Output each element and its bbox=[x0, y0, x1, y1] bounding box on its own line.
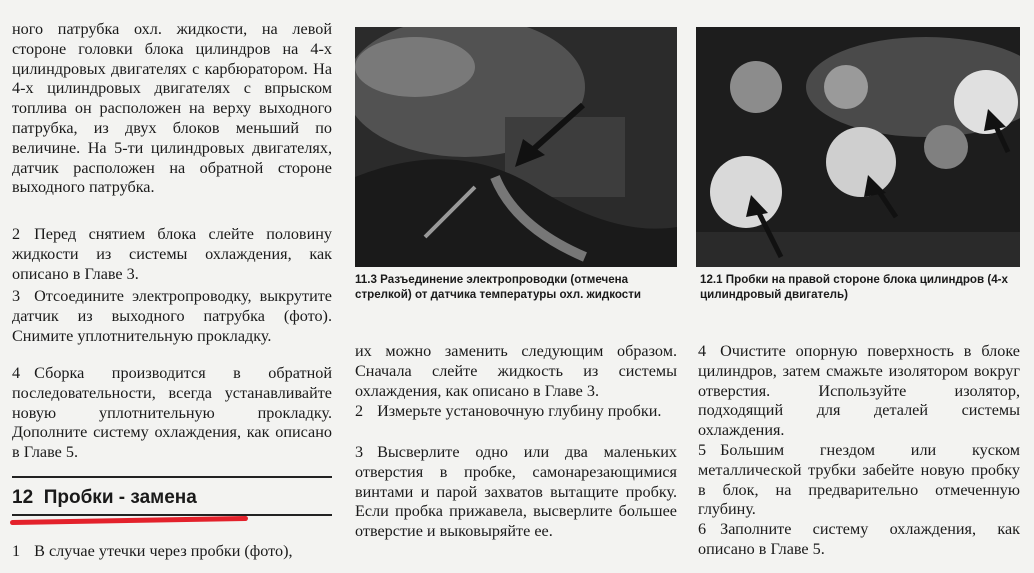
col1-paragraph-continued: ного патрубка охл. жидкости, на левой стороне головки блока цилиндров на 4-х цилиндровых двигателях с карбюратором. На 4-х цилиндровых двигателях с впрыском топлива он расположен на верху выходного патрубка, из двух блоков меньший по величине. На 5-ти цилиндровых двигателях, датчик расположен на обратной стороне выходного патрубка. bbox=[12, 20, 332, 197]
photo-core-plugs bbox=[696, 27, 1020, 267]
section-heading: 12 Пробки - замена bbox=[12, 487, 197, 508]
photo-caption-12-1: 12.1 Пробки на правой стороне блока цилиндров (4-х цилиндровый двигатель) bbox=[700, 273, 1008, 301]
section-rule-bottom bbox=[12, 514, 332, 516]
col3-step-5: 5 Большим гнездом или куском металлической трубки забейте новую пробку в блок, на предварительно отмеченную глубину. bbox=[698, 441, 1020, 519]
photo-illustration bbox=[355, 27, 677, 267]
col2-step-3: 3 Высверлите одно или два маленьких отверстия в пробке, самонарезающимися винтами и парой захватов вытащите пробку. Если пробка прижавела, высверлите большее отверстие и выковыряйте ее. bbox=[355, 443, 677, 541]
col2-step-2: 2 Измерьте установочную глубину пробки. bbox=[355, 402, 662, 420]
photo-illustration-2 bbox=[696, 27, 1020, 267]
col1-step-2: 2 Перед снятием блока слейте половину жидкости из системы охлаждения, как описано в Главе 3. bbox=[12, 225, 332, 283]
photo-temperature-sensor bbox=[355, 27, 677, 267]
section-rule-top bbox=[12, 476, 332, 478]
photo-caption-11-3: 11.3 Разъединение электропроводки (отмечена стрелкой) от датчика температуры охл. жидкости bbox=[355, 273, 642, 301]
red-underline-mark bbox=[10, 516, 248, 525]
col1-step-3: 3 Отсоедините электропроводку, выкрутите датчик из выходного патрубка (фото). Снимите уплотнительную прокладку. bbox=[12, 287, 332, 345]
col1-step-1: 1 В случае утечки через пробки (фото), bbox=[12, 542, 293, 560]
col2-paragraph-continued: их можно заменить следующим образом. Сначала слейте жидкость из системы охлаждения, как описано в Главе 3. bbox=[355, 342, 677, 400]
col3-step-4: 4 Очистите опорную поверхность в блоке цилиндров, затем смажьте изолятором вокруг отверстия. Используйте изолятор, подходящий для деталей системы охлаждения. bbox=[698, 342, 1020, 440]
col1-step-4: 4 Сборка производится в обратной последовательности, всегда устанавливайте новую уплотнительную прокладку. Дополните систему охлаждения, как описано в Главе 5. bbox=[12, 364, 332, 462]
col3-step-6: 6 Заполните систему охлаждения, как описано в Главе 5. bbox=[698, 520, 1020, 558]
